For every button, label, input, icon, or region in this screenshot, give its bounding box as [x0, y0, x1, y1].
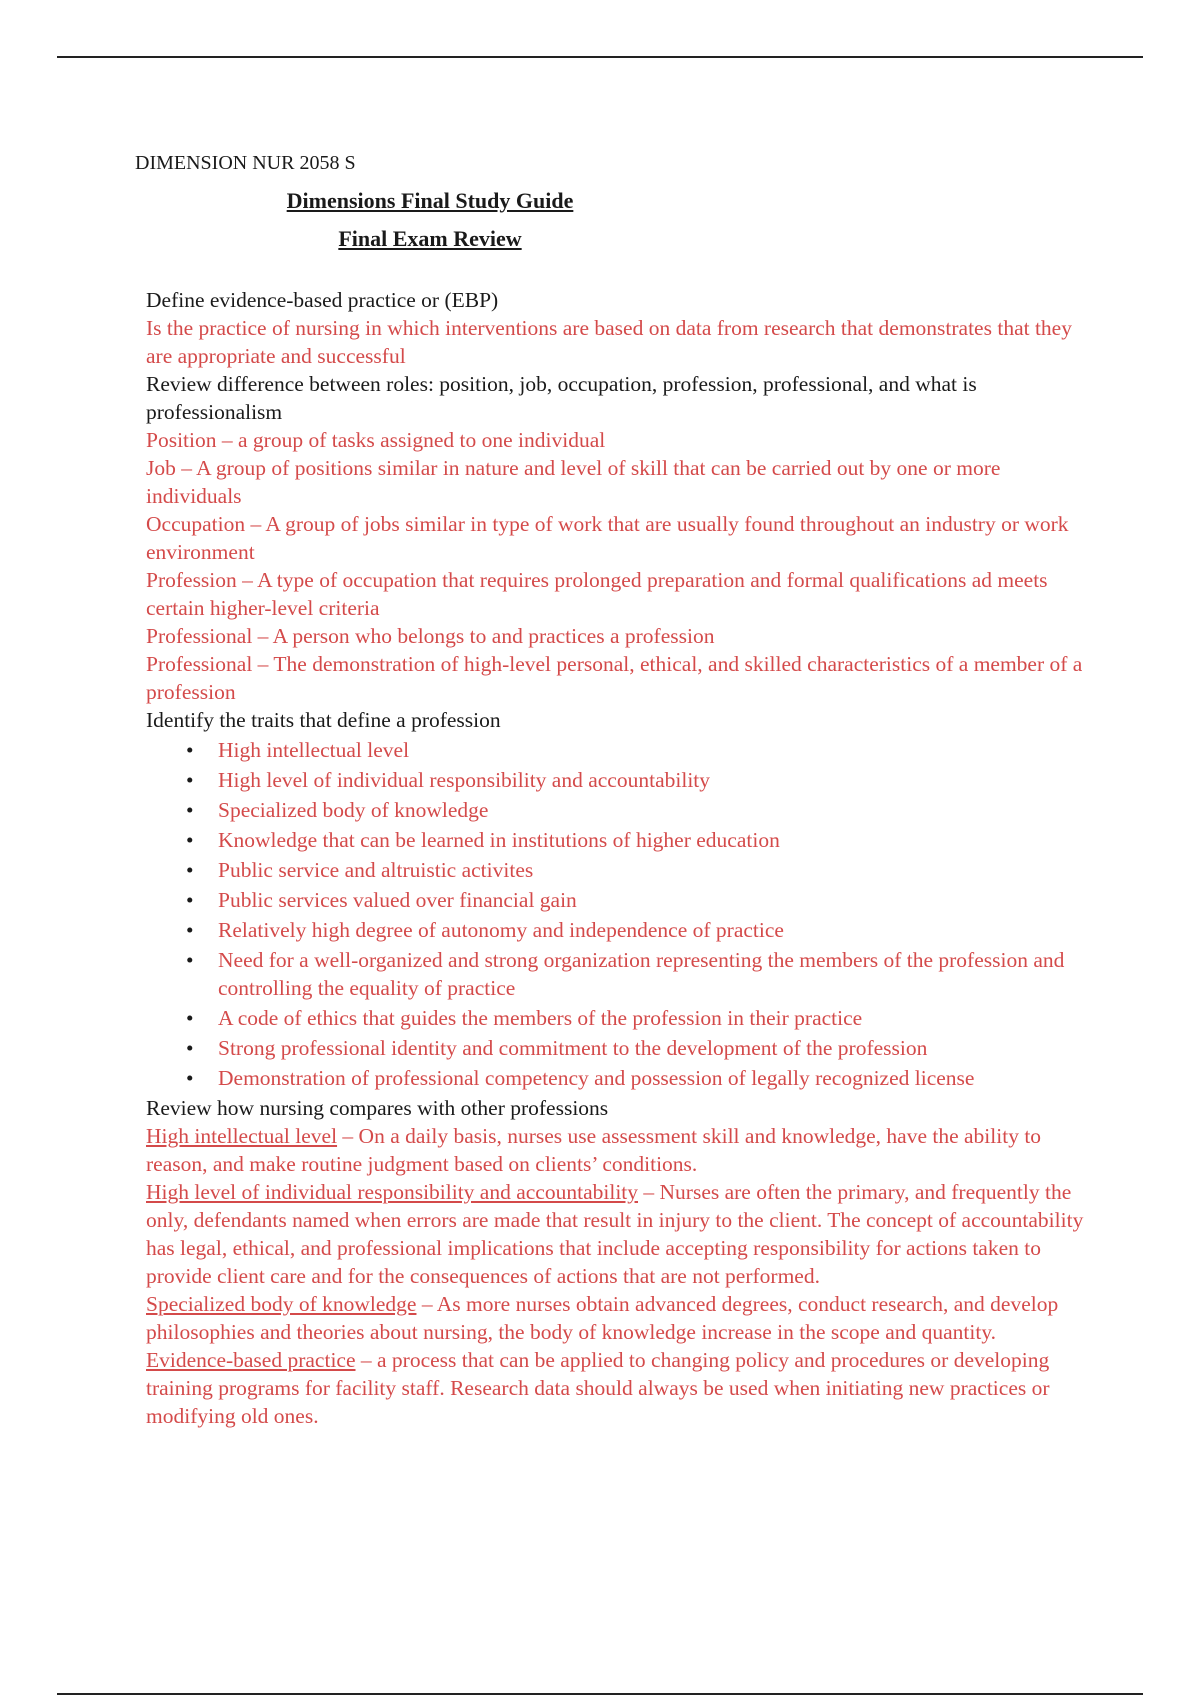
- list-item: • Demonstration of professional competency and possession of legally recognized license: [146, 1064, 1096, 1092]
- list-item: • Public service and altruistic activites: [146, 856, 1096, 884]
- traits-question: Identify the traits that define a profession: [146, 708, 501, 732]
- role-profession: Profession – A type of occupation that requires prolonged preparation and formal qualifications ad meets certain higher-level criteria: [146, 568, 1048, 620]
- study-guide-body: [146, 286, 1096, 1430]
- compare-responsibility: [146, 1178, 1096, 1290]
- compare-term: Evidence-based practice: [146, 1348, 356, 1372]
- traits-list: [146, 736, 1096, 1092]
- list-item: • High intellectual level: [146, 736, 1096, 764]
- list-item: • Specialized body of knowledge: [146, 796, 1096, 824]
- compare-text: – On a daily basis, nurses use assessment skill and knowledge, have the ability to reason, and make routine judgment based on clients’ conditions.: [146, 1124, 1042, 1176]
- list-item: • Need for a well-organized and strong organization representing the members of the profession and controlling the equality of practice: [146, 946, 1096, 1002]
- compare-text: – As more nurses obtain advanced degrees, conduct research, and develop philosophies and theories about nursing, the body of knowledge increase in the scope and quantity.: [146, 1292, 1059, 1344]
- compare-intellectual: [146, 1122, 1096, 1178]
- compare-ebp: [146, 1346, 1096, 1430]
- ebp-question: Define evidence-based practice or (EBP): [146, 288, 499, 312]
- role-position: Position – a group of tasks assigned to one individual: [146, 428, 606, 452]
- compare-term: High level of individual responsibility and accountability: [146, 1180, 639, 1204]
- list-item: • A code of ethics that guides the members of the profession in their practice: [146, 1004, 1096, 1032]
- ebp-answer: Is the practice of nursing in which interventions are based on data from research that demonstrates that they are appropriate and successful: [146, 316, 1072, 368]
- role-job: Job – A group of positions similar in nature and level of skill that can be carried out by one or more individuals: [146, 456, 1001, 508]
- role-occupation: Occupation – A group of jobs similar in type of work that are usually found throughout an industry or work environment: [146, 512, 1069, 564]
- page-subtitle: Final Exam Review: [338, 226, 522, 251]
- list-item: • Strong professional identity and commitment to the development of the profession: [146, 1034, 1096, 1062]
- list-item: • High level of individual responsibility and accountability: [146, 766, 1096, 794]
- compare-text: – a process that can be applied to changing policy and procedures or developing training programs for facility staff. Research data should always be used when initiating new practices or modifying old ones.: [146, 1348, 1050, 1428]
- course-code: DIMENSION NUR 2058 S: [135, 152, 356, 174]
- list-item: • Knowledge that can be learned in institutions of higher education: [146, 826, 1096, 854]
- compare-question: Review how nursing compares with other professions: [146, 1096, 609, 1120]
- list-item: • Public services valued over financial gain: [146, 886, 1096, 914]
- list-item: • Relatively high degree of autonomy and independence of practice: [146, 916, 1096, 944]
- top-rule: [57, 56, 1143, 58]
- compare-text: – Nurses are often the primary, and frequently the only, defendants named when errors are made that result in injury to the client. The concept of accountability has legal, ethical, and professional implications that include accepting responsibility for actions taken to provide client care and for the consequences of actions that are not performed.: [146, 1180, 1084, 1288]
- page-title: Dimensions Final Study Guide: [286, 188, 574, 213]
- compare-knowledge: [146, 1290, 1096, 1346]
- roles-question: Review difference between roles: position, job, occupation, profession, professional, and what is professionalism: [146, 372, 977, 424]
- bottom-rule: [57, 1693, 1143, 1695]
- compare-term: High intellectual level: [146, 1124, 338, 1148]
- role-professional: Professional – A person who belongs to and practices a profession: [146, 624, 715, 648]
- role-professionalism: Professional – The demonstration of high-level personal, ethical, and skilled characteristics of a member of a profession: [146, 652, 1083, 704]
- compare-term: Specialized body of knowledge: [146, 1292, 417, 1316]
